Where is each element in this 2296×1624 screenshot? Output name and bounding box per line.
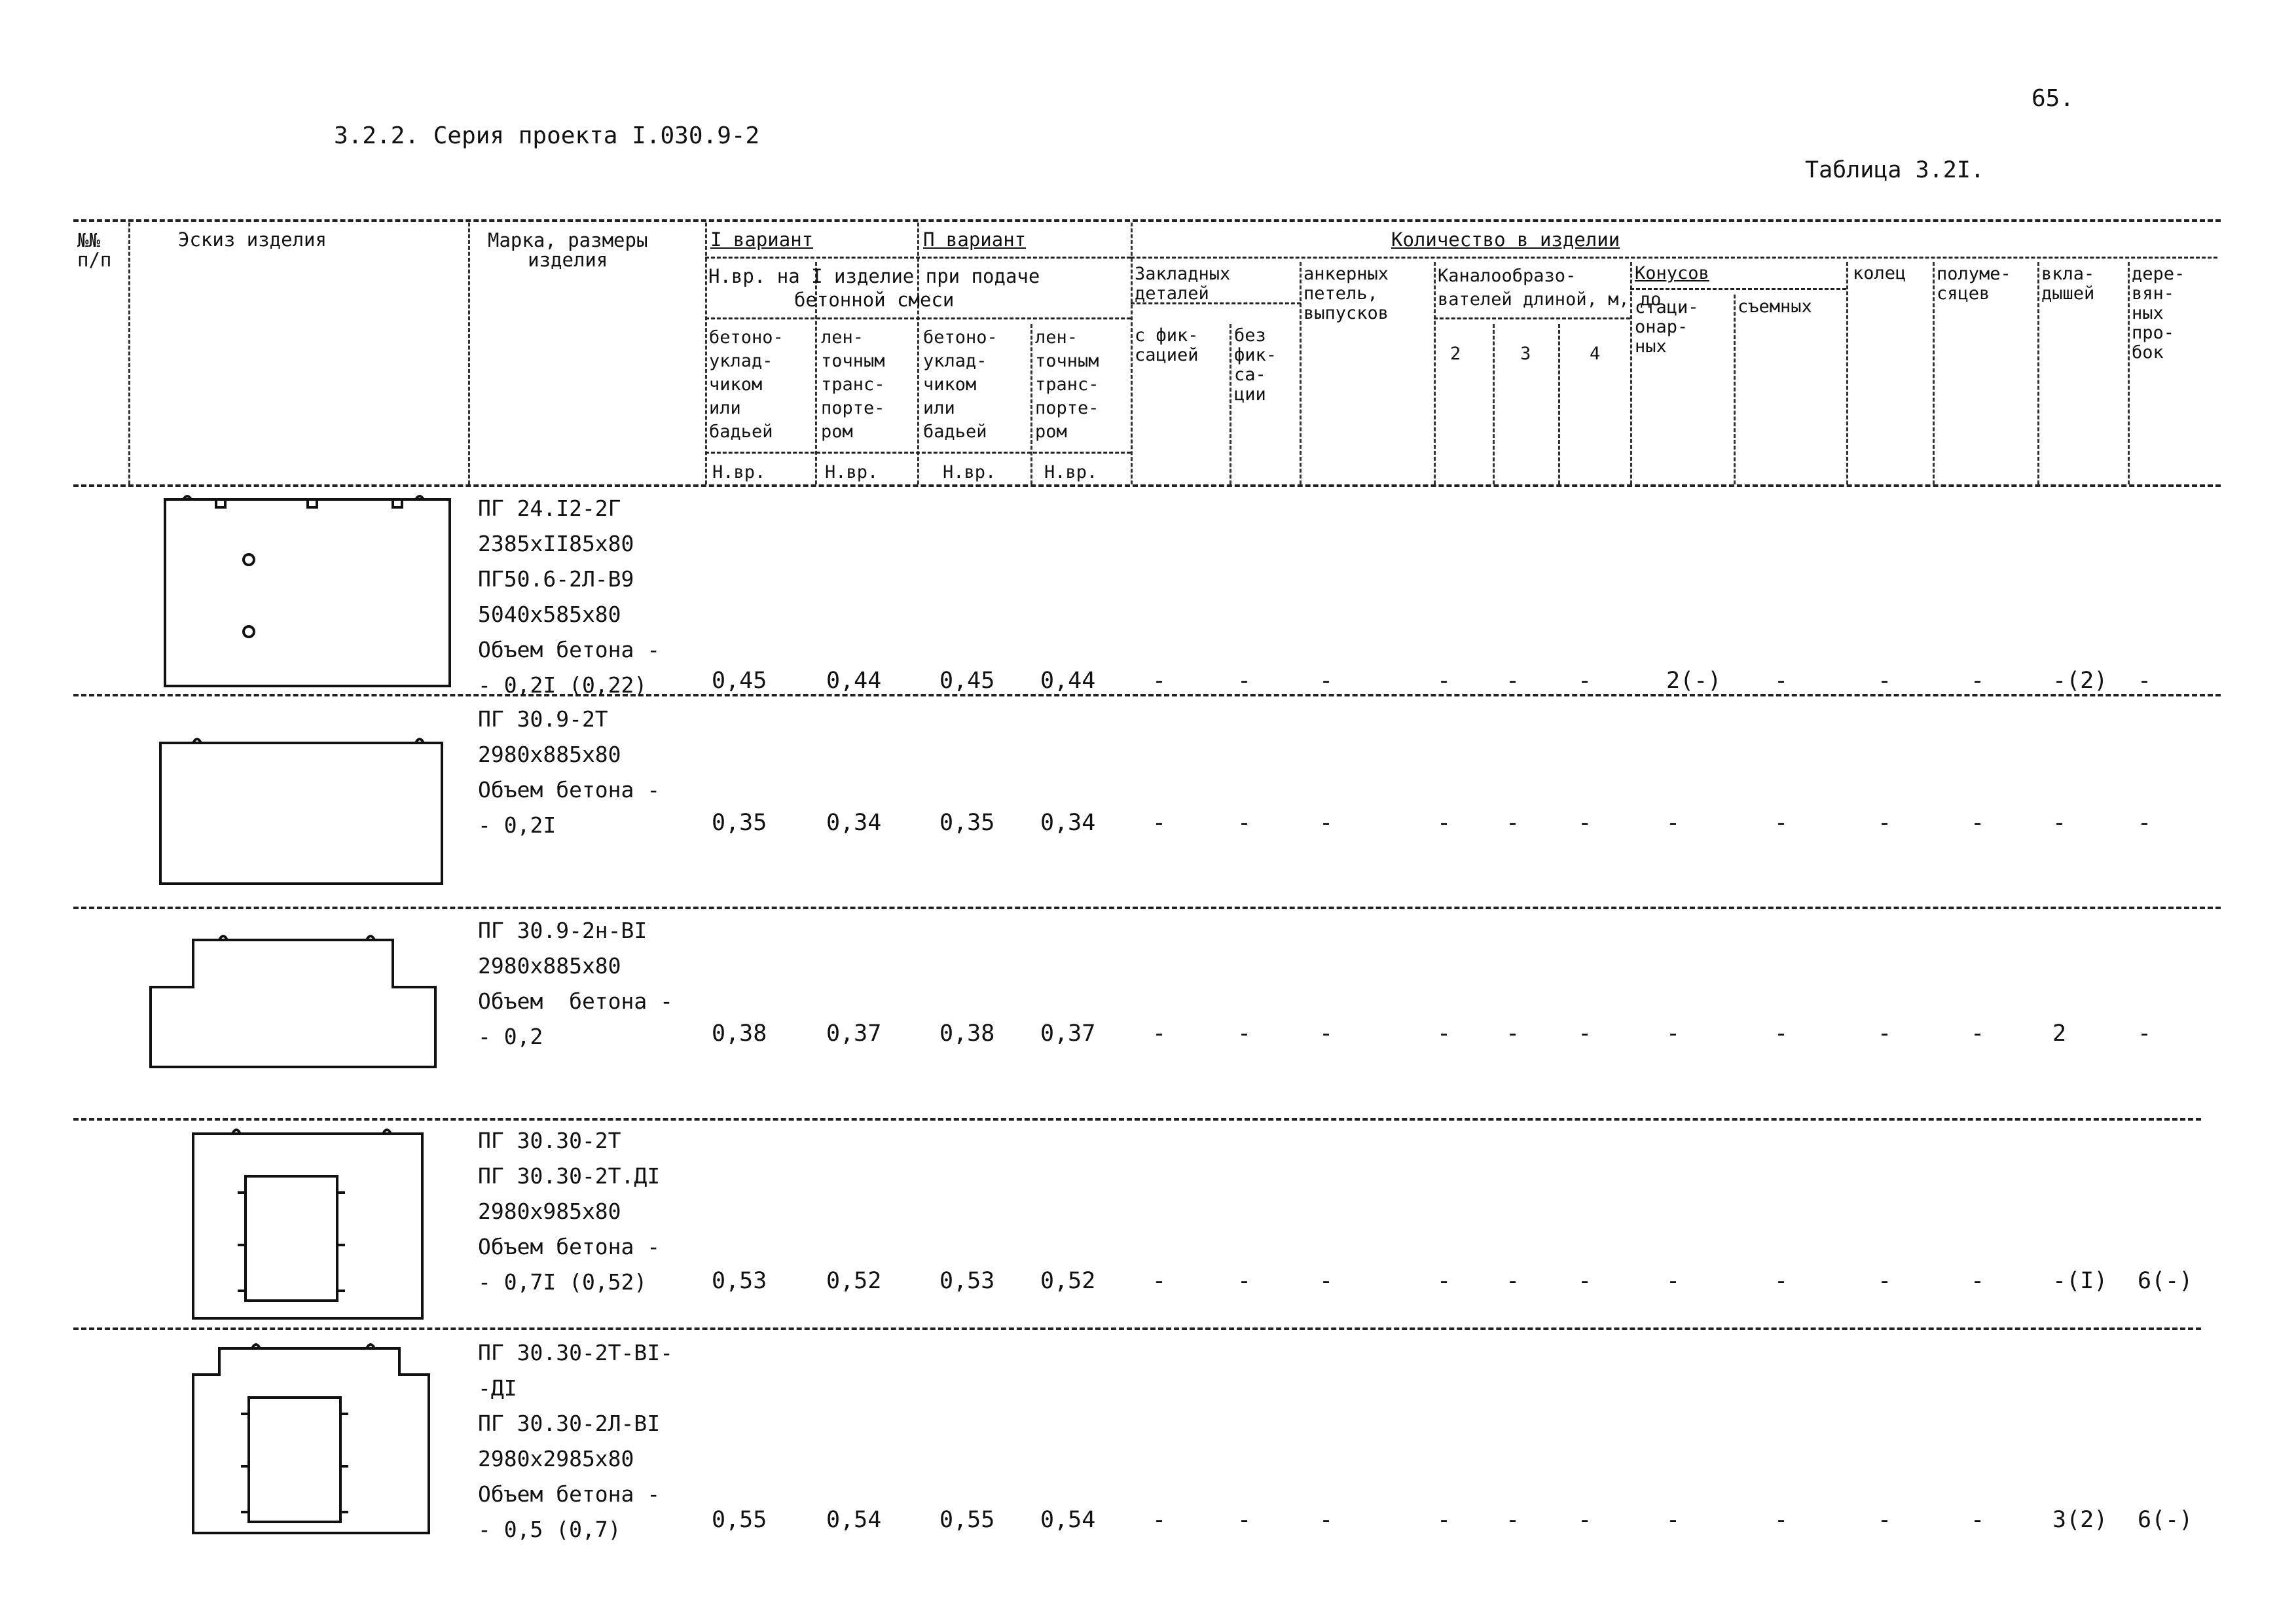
qty-cell: - — [2138, 668, 2152, 694]
header-sep — [2128, 262, 2130, 484]
qty-cell: 6(-) — [2138, 1268, 2193, 1294]
qty-cell: - — [2138, 810, 2152, 836]
qty-cell: - — [1319, 1020, 1334, 1047]
qty-cell: - — [2052, 810, 2067, 836]
qty-cell: - — [1319, 668, 1334, 694]
channel-2-header: 2 — [1450, 344, 1461, 364]
cones-fixed-header: стаци- онар- ных — [1635, 297, 1699, 357]
qty-cell: - — [1506, 668, 1520, 694]
row-rule-1 — [73, 694, 2221, 696]
anchor-header: анкерных петель, выпусков — [1303, 264, 1389, 323]
qty-cell: - — [1319, 810, 1334, 836]
qty-cell: - — [1971, 1268, 1985, 1294]
header-sub-rule — [1131, 257, 2217, 259]
qty-cell: - — [1578, 1507, 1592, 1533]
qty-cell: - — [1237, 810, 1252, 836]
header-sep — [1558, 324, 1560, 484]
qty-cell: - — [1774, 1268, 1789, 1294]
header-sub-rule — [705, 257, 1131, 259]
row1-v2b: 0,44 — [1040, 668, 1096, 694]
qty-cell: 2 — [2052, 1020, 2067, 1047]
qty-cell: - — [1437, 810, 1451, 836]
channel-3-header: 3 — [1520, 344, 1531, 364]
qty-cell: - — [1666, 1268, 1681, 1294]
wood-plugs-header: дере- вян- ных про- бок — [2132, 264, 2185, 363]
panel-sketch-4 — [190, 1127, 426, 1324]
header-sep — [1933, 262, 1935, 484]
col-sketch-header: Эскиз изделия — [178, 228, 327, 251]
qty-cell: - — [1437, 1507, 1451, 1533]
unit-header-4: Н.вр. — [1044, 462, 1098, 482]
v2a-header: бетоно- уклад- чиком или бадьей — [923, 327, 998, 442]
qty-cell: - — [1971, 668, 1985, 694]
mark-text-5: ПГ 30.30-2Т-ВI- -ДI ПГ 30.30-2Л-ВI 2980x2985x80 Объем бетона - - 0,5 (0,7) — [478, 1340, 674, 1542]
v1b-header: лен- точным транс- порте- ром — [821, 327, 885, 442]
qty-cell: - — [1971, 1020, 1985, 1047]
header-sep — [1300, 262, 1302, 484]
row5-v1a: 0,55 — [712, 1507, 767, 1533]
mark-text-4: ПГ 30.30-2Т ПГ 30.30-2Т.ДI 2980x985x80 Объем бетона - - 0,7I (0,52) — [478, 1128, 661, 1295]
row3-v2a: 0,38 — [939, 1020, 995, 1047]
mark-text-3: ПГ 30.9-2н-ВI 2980x885x80 Объем бетона - - 0,2 — [478, 918, 674, 1049]
qty-cell: - — [1878, 1507, 1892, 1533]
row5-v2a: 0,55 — [939, 1507, 995, 1533]
header-sep — [1030, 324, 1032, 484]
header-sub-rule — [1434, 317, 1630, 319]
qty-cell: - — [1578, 1020, 1592, 1047]
v1a-header: бетоно- уклад- чиком или бадьей — [709, 327, 784, 442]
qty-cell: -(2) — [2052, 668, 2108, 694]
rings-header: колец — [1853, 263, 1906, 283]
qty-cell: - — [1319, 1507, 1334, 1533]
header-sep — [1131, 223, 1133, 484]
qty-cell: - — [1237, 1507, 1252, 1533]
variant2-header: П вариант — [923, 228, 1027, 251]
header-sep — [1434, 262, 1436, 484]
qty-cell: - — [1878, 668, 1892, 694]
qty-cell: - — [1774, 1020, 1789, 1047]
qty-cell: - — [1437, 668, 1451, 694]
row2-v2b: 0,34 — [1040, 810, 1096, 836]
qty-cell: - — [1666, 1020, 1681, 1047]
row3-v1b: 0,37 — [826, 1020, 882, 1047]
qty-cell: - — [1152, 668, 1167, 694]
cones-header: Конусов — [1635, 263, 1709, 283]
qty-cell: - — [1578, 810, 1592, 836]
channel-header: Каналообразо- вателей длиной, м, до — [1438, 266, 1662, 310]
unit-header-2: Н.вр. — [825, 462, 879, 482]
qty-cell: -(I) — [2052, 1268, 2108, 1294]
norm-time-header: Н.вр. на I изделие при подаче бетонной смеси — [708, 265, 1040, 311]
row3-v2b: 0,37 — [1040, 1020, 1096, 1047]
col-mark-header: Марка, размеры изделия — [488, 229, 648, 271]
table-label: Таблица 3.2I. — [1805, 157, 1984, 183]
qty-cell: 6(-) — [2138, 1507, 2193, 1533]
header-sep — [1230, 324, 1231, 484]
qty-cell: - — [1971, 810, 1985, 836]
embedded-header: Закладных деталей — [1135, 264, 1231, 304]
page-number: 65. — [2032, 85, 2075, 112]
panel-sketch-1 — [164, 494, 452, 691]
qty-cell: 3(2) — [2052, 1507, 2108, 1533]
row2-v2a: 0,35 — [939, 810, 995, 836]
qty-cell: - — [1237, 1268, 1252, 1294]
table-top-rule — [73, 219, 2221, 222]
qty-cell: - — [1152, 810, 1167, 836]
row-rule-2 — [73, 907, 2221, 909]
qty-cell: - — [1152, 1268, 1167, 1294]
channel-4-header: 4 — [1590, 344, 1601, 364]
embedded-fix-header: с фик- сацией — [1135, 325, 1199, 365]
row1-v2a: 0,45 — [939, 668, 995, 694]
qty-cell: - — [1506, 1020, 1520, 1047]
section-title: 3.2.2. Серия проекта I.030.9-2 — [334, 122, 760, 149]
row3-v1a: 0,38 — [712, 1020, 767, 1047]
row1-v1b: 0,44 — [826, 668, 882, 694]
header-sep — [1493, 324, 1495, 484]
qty-cell: - — [1152, 1020, 1167, 1047]
panel-sketch-2 — [157, 733, 445, 890]
qty-cell: - — [1437, 1268, 1451, 1294]
header-sub-rule — [705, 317, 1131, 319]
row2-v1a: 0,35 — [712, 810, 767, 836]
qty-cell: - — [1878, 1020, 1892, 1047]
embedded-nofix-header: без фик- са- ции — [1234, 325, 1277, 405]
quantity-header: Количество в изделии — [1391, 228, 1620, 251]
qty-cell: - — [1237, 668, 1252, 694]
header-sub-rule — [705, 452, 1131, 454]
mark-text-1: ПГ 24.I2-2Г 2385xII85x80 ПГ50.6-2Л-В9 5040x585x80 Объем бетона - - 0,2I (0,22) — [478, 496, 661, 698]
cones-removable-header: съемных — [1738, 297, 1812, 317]
header-sep — [705, 223, 707, 484]
row-rule-4 — [73, 1327, 2201, 1330]
row-rule-3 — [73, 1118, 2201, 1121]
qty-cell: - — [1437, 1020, 1451, 1047]
qty-cell: - — [1237, 1020, 1252, 1047]
row4-v1a: 0,53 — [712, 1268, 767, 1294]
col-num-header: №№ п/п — [77, 229, 112, 271]
header-sep — [1846, 262, 1848, 484]
header-sep — [917, 223, 919, 484]
row5-v1b: 0,54 — [826, 1507, 882, 1533]
qty-cell: - — [1506, 1268, 1520, 1294]
qty-cell: - — [1774, 1507, 1789, 1533]
header-sep — [2037, 262, 2039, 484]
row4-v2a: 0,53 — [939, 1268, 995, 1294]
qty-cell: 2(-) — [1666, 668, 1722, 694]
mark-text-2: ПГ 30.9-2Т 2980x885x80 Объем бетона - - 0,2I — [478, 706, 661, 838]
header-sep — [128, 223, 130, 484]
qty-cell: - — [1774, 668, 1789, 694]
qty-cell: - — [2138, 1020, 2152, 1047]
qty-cell: - — [1319, 1268, 1334, 1294]
qty-cell: - — [1774, 810, 1789, 836]
panel-sketch-3 — [147, 928, 442, 1072]
row2-v1b: 0,34 — [826, 810, 882, 836]
half-moons-header: полуме- сяцев — [1937, 264, 2011, 304]
row4-v1b: 0,52 — [826, 1268, 882, 1294]
panel-sketch-5 — [190, 1342, 432, 1538]
row5-v2b: 0,54 — [1040, 1507, 1096, 1533]
qty-cell: - — [1506, 810, 1520, 836]
qty-cell: - — [1578, 668, 1592, 694]
qty-cell: - — [1666, 1507, 1681, 1533]
v2b-header: лен- точным транс- порте- ром — [1035, 327, 1099, 442]
header-sep — [468, 223, 470, 484]
variant1-header: I вариант — [710, 228, 814, 251]
inserts-header: вкла- дышей — [2041, 264, 2095, 304]
unit-header-3: Н.вр. — [943, 462, 996, 482]
qty-cell: - — [1506, 1507, 1520, 1533]
qty-cell: - — [1878, 810, 1892, 836]
header-sep — [1734, 295, 1736, 484]
qty-cell: - — [1971, 1507, 1985, 1533]
qty-cell: - — [1878, 1268, 1892, 1294]
qty-cell: - — [1666, 810, 1681, 836]
row1-v1a: 0,45 — [712, 668, 767, 694]
header-bottom-rule — [73, 484, 2221, 487]
qty-cell: - — [1152, 1507, 1167, 1533]
unit-header-1: Н.вр. — [712, 462, 766, 482]
qty-cell: - — [1578, 1268, 1592, 1294]
header-sub-rule — [1630, 288, 1846, 290]
row4-v2b: 0,52 — [1040, 1268, 1096, 1294]
